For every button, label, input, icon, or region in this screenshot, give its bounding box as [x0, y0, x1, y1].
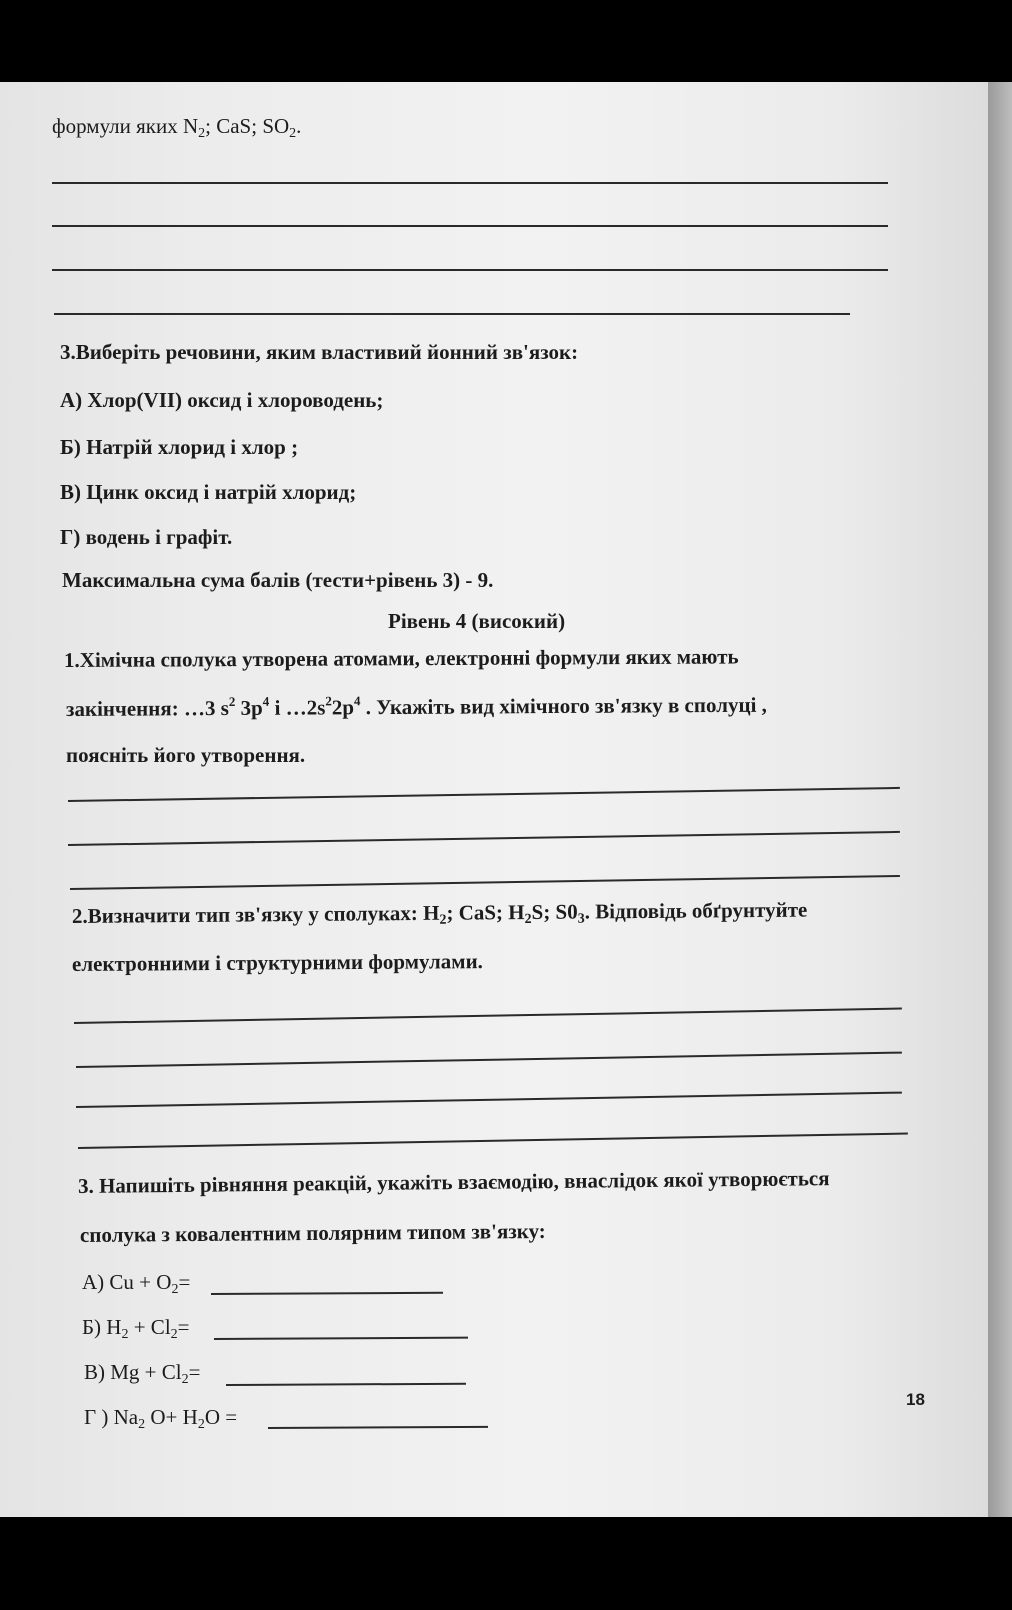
answer-line — [78, 1133, 908, 1149]
answer-line — [52, 225, 888, 227]
l4-q3-line2: сполука з ковалентним полярним типом зв'язку: — [79, 1218, 546, 1247]
l4-q3-line1: 3. Напишіть рівняння реакцій, укажіть взаємодію, внаслідок якої утворюється — [77, 1166, 830, 1198]
l4-q2-line2: електронними і структурними формулами. — [71, 949, 483, 976]
show-through-text — [360, 202, 365, 224]
formula-line: формули яких $N_2$; CaS; $SO_2$. — [52, 114, 302, 141]
l4-q1-line1: 1.Хімічна сполука утворена атомами, електронні формули яких мають — [63, 644, 739, 672]
question-3-title: 3.Виберіть речовини, яким властивий йонний зв'язок: — [60, 340, 579, 364]
reaction-b: Б) $H_2 + Cl_2=$ — [82, 1315, 190, 1342]
q3-option-b: Б) Натрій хлорид і хлор ; — [60, 435, 299, 459]
l4-q1-line2: закінчення: …3 $s^2$ $3p^4$ і $\dots 2s^22p^4$ . Укажіть вид хімічного зв'язку в сполуці , — [65, 692, 767, 721]
l4-q2-line1: 2.Визначити тип зв'язку у сполуках: $H_2$; CaS; $H_2S$; $S0_3$. Відповідь обґрунтуйте — [71, 897, 808, 928]
answer-blank — [211, 1292, 443, 1295]
q3-option-c: В) Цинк оксид і натрій хлорид; — [60, 480, 357, 504]
l4-q1-line3: поясніть його утворення. — [66, 743, 306, 767]
answer-line — [70, 875, 900, 890]
answer-blank — [268, 1426, 488, 1429]
answer-line — [52, 269, 888, 271]
max-score-note: Максимальна сума балів (тести+рівень 3) - 9. — [62, 568, 494, 592]
reaction-d: Г ) $Na_2$ $O+ H_2O$ = — [84, 1405, 238, 1432]
q3-option-d: Г) водень і графіт. — [60, 525, 233, 549]
answer-blank — [226, 1383, 466, 1386]
answer-line — [76, 1092, 902, 1108]
q3-option-a: А) Хлор(VII) оксид і хлороводень; — [60, 388, 384, 412]
answer-line — [74, 1008, 902, 1024]
reaction-a: А) $Cu + O_2=$ — [82, 1270, 191, 1297]
answer-line — [68, 831, 900, 846]
worksheet-page — [0, 82, 988, 1517]
answer-line — [54, 313, 850, 315]
answer-line — [68, 787, 900, 802]
answer-blank — [214, 1337, 468, 1340]
answer-line — [52, 182, 888, 184]
level-4-heading: Рівень 4 (високий) — [388, 609, 566, 633]
page-number: 18 — [906, 1390, 925, 1409]
page-edge-shadow — [988, 82, 1012, 1517]
reaction-c: В) $Mg + Cl_2=$ — [84, 1360, 201, 1387]
answer-line — [76, 1052, 902, 1068]
